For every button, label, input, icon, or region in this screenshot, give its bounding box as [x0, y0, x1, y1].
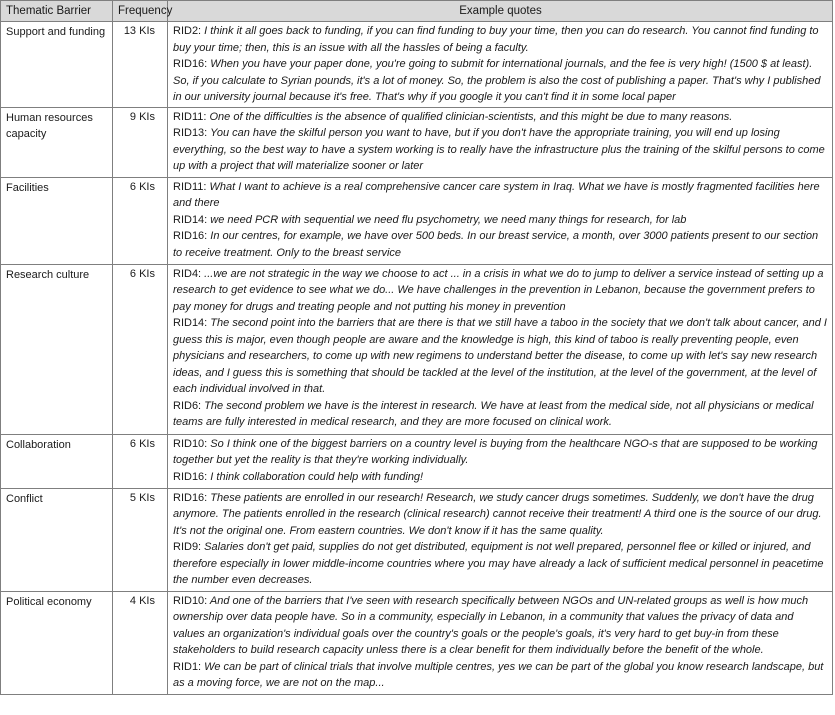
- respondent-id: RID13:: [173, 127, 208, 139]
- quote: [173, 593, 828, 659]
- barrier-cell: Facilities: [1, 177, 113, 264]
- quote-text: we need PCR with sequential we need flu psychometry, we need many things for research, for lab: [207, 213, 687, 226]
- quotes-cell: [168, 434, 833, 488]
- quote: [173, 539, 828, 589]
- respondent-id: RID11:: [173, 180, 207, 193]
- header-example-quotes: Example quotes: [168, 1, 833, 22]
- respondent-id: RID16:: [173, 491, 208, 504]
- quote-text: What I want to achieve is a real comprehensive cancer care system in Iraq. What we have is mostly fragmented facilities here and there: [173, 180, 820, 209]
- frequency-cell: 6 KIs: [113, 434, 168, 488]
- quote: [173, 23, 828, 56]
- table-header-row: [1, 1, 833, 22]
- respondent-id: RID10:: [173, 437, 208, 450]
- table-row: [1, 488, 833, 591]
- table-row: [1, 591, 833, 694]
- quote-text: We can be part of clinical trials that involve multiple centres, yes we can be part of the global you know research landscape, but as a moving force, we are not on the map...: [173, 660, 824, 689]
- frequency-cell: 6 KIs: [113, 264, 168, 434]
- respondent-id: RID16:: [173, 230, 208, 242]
- barrier-cell: Human resources capacity: [1, 107, 113, 177]
- quote-text: One of the difficulties is the absence of qualified clinician-scientists, and this might be due to many reasons.: [206, 110, 733, 123]
- frequency-cell: 9 KIs: [113, 107, 168, 177]
- quote: [173, 228, 828, 261]
- quote: [173, 436, 828, 469]
- quote: [173, 266, 828, 316]
- quotes-cell: [168, 591, 833, 694]
- table-row: [1, 107, 833, 177]
- quote-text: So I think one of the biggest barriers on a country level is buying from the healthcare NGO-s that are supposed to be working together but yet the reality is that they're working individually.: [173, 437, 818, 466]
- quotes-cell: [168, 177, 833, 264]
- barrier-cell: Support and funding: [1, 22, 113, 108]
- quote: [173, 109, 828, 126]
- quote: [173, 56, 828, 106]
- respondent-id: RID2:: [173, 25, 202, 37]
- quote: [173, 315, 828, 398]
- quotes-cell: [168, 22, 833, 108]
- quote: [173, 212, 828, 229]
- header-thematic-barrier: Thematic Barrier: [1, 1, 113, 22]
- table-row: [1, 22, 833, 108]
- table-row: [1, 264, 833, 434]
- quote: [173, 125, 828, 175]
- table-row: [1, 177, 833, 264]
- quote: [173, 398, 828, 431]
- respondent-id: RID16:: [173, 58, 208, 70]
- quote-text: And one of the barriers that I've seen with research specifically between NGOs and UN-related groups as well is how much ownership over data people have. So in a community, especially in Lebanon, in a community that values the privacy of data and values an organization's individual goals over the country's goals or the people's goals, it's very hard to get buy-in from these stakeholders to build research capacity unless there is a clear benefit for them individually before the benefit of the whole.: [173, 594, 809, 656]
- barrier-cell: Research culture: [1, 264, 113, 434]
- quote: [173, 659, 828, 692]
- frequency-cell: 6 KIs: [113, 177, 168, 264]
- respondent-id: RID1:: [173, 660, 202, 673]
- quote-text: You can have the skilful person you want to have, but if you don't have the appropriate training, you will end up losing everything, so the best way to have a system working is to really have the infrastructure plus the training of the skilful persons to come up with a project that will materialize sooner or later: [173, 127, 825, 172]
- quote-text: When you have your paper done, you're going to submit for international journals, and the fee is very high! (1500 $ at least). So, if you calculate to Syrian pounds, it's a lot of money. So, the problem is also the cost of publishing a paper. That's why I published in our university journal because it's free. That's why if you google it you can't find it in some local paper: [173, 58, 821, 103]
- quote: [173, 469, 828, 486]
- respondent-id: RID16:: [173, 470, 208, 483]
- barrier-cell: Collaboration: [1, 434, 113, 488]
- frequency-cell: 5 KIs: [113, 488, 168, 591]
- quote-text: The second problem we have is the interest in research. We have at least from the medical side, not all physicians or medical teams are fully interested in medical research, and they are more focused on clinical work.: [173, 399, 814, 428]
- quote: [173, 490, 828, 540]
- quote-text: I think collaboration could help with funding!: [207, 470, 424, 483]
- respondent-id: RID10:: [173, 594, 208, 607]
- barrier-cell: Conflict: [1, 488, 113, 591]
- respondent-id: RID9:: [173, 541, 202, 553]
- quotes-cell: [168, 488, 833, 591]
- table-row: [1, 434, 833, 488]
- frequency-cell: 13 KIs: [113, 22, 168, 108]
- frequency-cell: 4 KIs: [113, 591, 168, 694]
- barrier-cell: Political economy: [1, 591, 113, 694]
- quote: [173, 179, 828, 212]
- quotes-cell: [168, 264, 833, 434]
- quote-text: ...we are not strategic in the way we choose to act ... in a crisis in what we do to jump to deliver a service instead of setting up a research to get evidence to see what we do... We have challenges in the prevention in Lebanon, because the government prefers to pay money for drugs and treating people and not putting his money in prevention: [173, 267, 824, 313]
- respondent-id: RID6:: [173, 399, 202, 412]
- quote-text: In our centres, for example, we have over 500 beds. In our breast service, a month, over 3000 patients present to our section to receive treatment. Only to the breast service: [173, 230, 819, 259]
- quote-text: I think it all goes back to funding, if you can find funding to buy your time, then you can do research. You cannot find funding to buy your time; then, this is an issue with all the hassles of being a faculty.: [173, 25, 819, 54]
- header-frequency: Frequency: [113, 1, 168, 22]
- respondent-id: RID14:: [173, 213, 208, 226]
- quotes-cell: [168, 107, 833, 177]
- respondent-id: RID11:: [173, 110, 207, 123]
- quote-text: These patients are enrolled in our research! Research, we study cancer drugs sometimes. Suddenly, we don't have the drug anymore. The patients enrolled in the research (clinical research) cannot receive their treatment! A third one is the source of our drug. It's not the original one. From eastern countries. We don't know if it has the same quality.: [173, 491, 822, 537]
- respondent-id: RID14:: [173, 317, 208, 329]
- quote-text: Salaries don't get paid, supplies do not get distributed, equipment is not well prepared, personnel flee or killed or injured, and therefore especially in lower middle-income countries where you may have already a lack of sufficient medical personnel in peacetime the number even decreases.: [173, 541, 824, 586]
- quote-text: The second point into the barriers that are there is that we still have a taboo in the society that we don't talk about cancer, and I guess this is major, even though people are aware and the knowledge is high, this kind of taboo is really preventing people, even physicians and researchers, to come up with new regimens to understand better the disease, to come up with let's say new research ideas, and I guess this is something that should be tackled at the level of the institution, at the level of the government, at the level of each individual involved in that.: [173, 317, 827, 395]
- respondent-id: RID4:: [173, 267, 202, 280]
